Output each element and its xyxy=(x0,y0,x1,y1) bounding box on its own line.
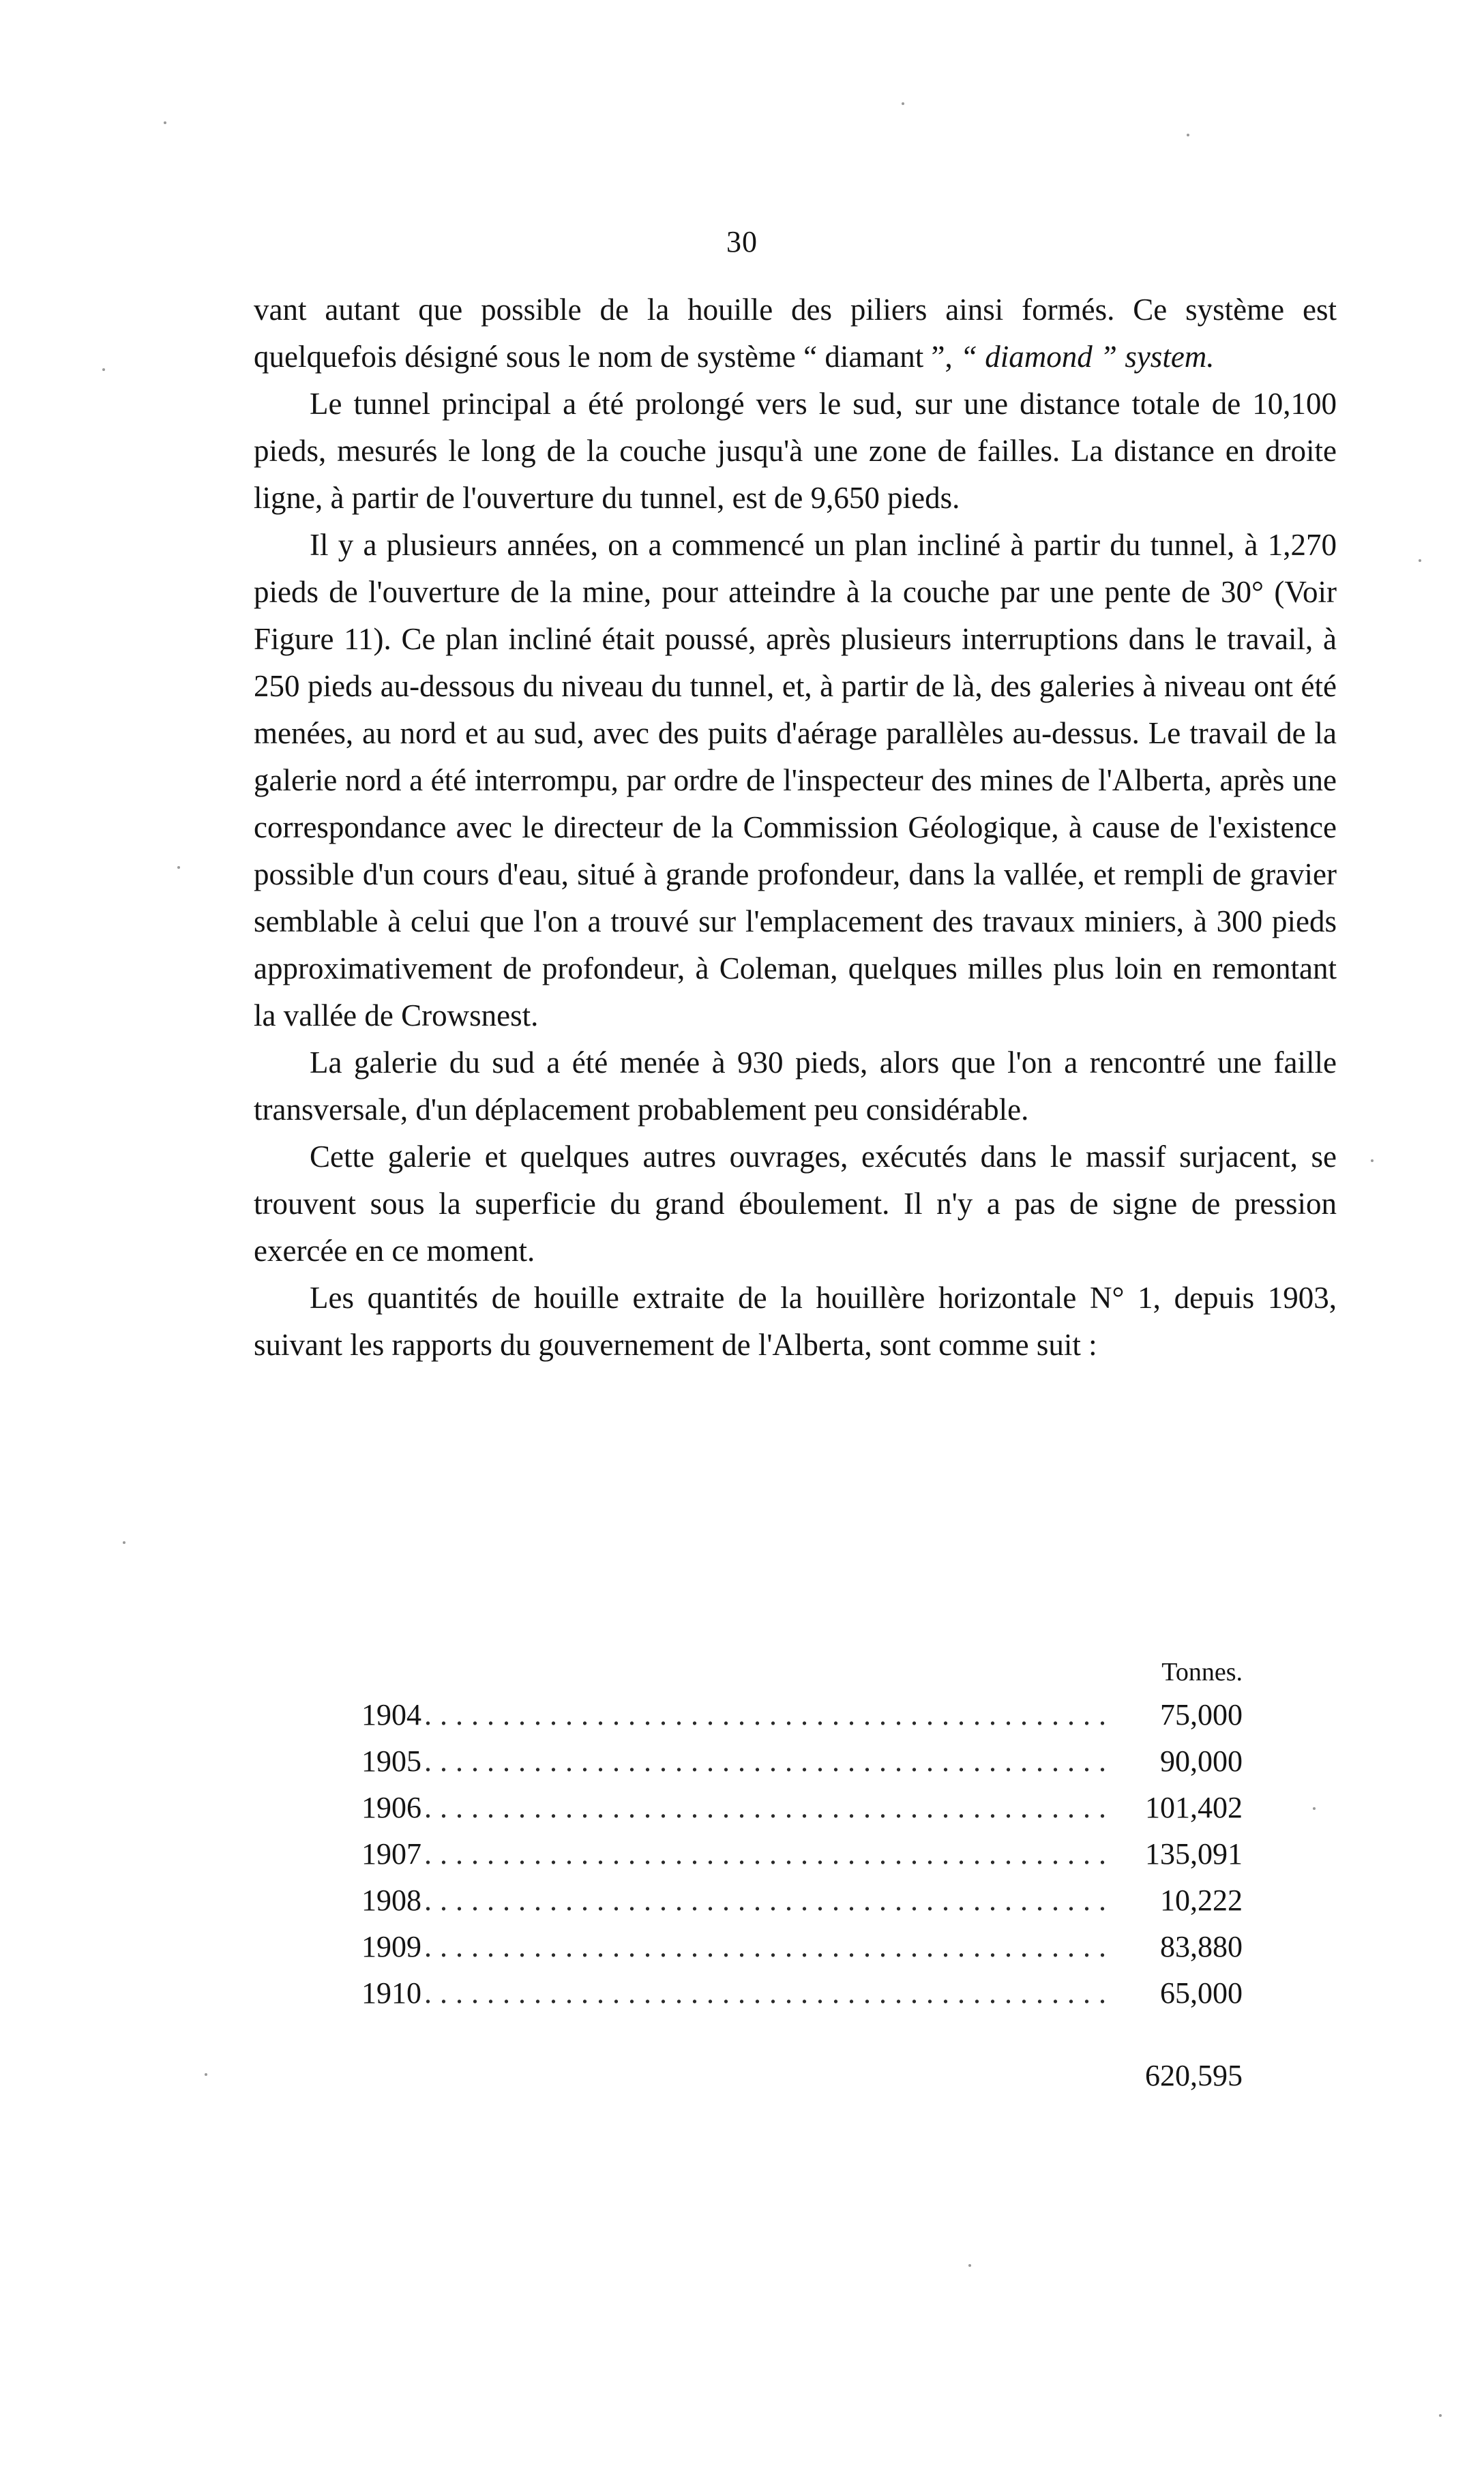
scan-speck xyxy=(902,102,904,105)
table-row xyxy=(361,1785,1248,1831)
paragraph-1 xyxy=(254,286,1337,381)
scan-speck xyxy=(1313,1807,1316,1810)
row-value: 135,091 xyxy=(1145,1837,1243,1871)
dot-leader xyxy=(421,1785,1106,1831)
dot-leader xyxy=(421,1877,1106,1924)
row-year: 1910 xyxy=(361,1976,421,2010)
row-value: 65,000 xyxy=(1160,1976,1243,2010)
dot-leader xyxy=(421,1738,1106,1785)
table-row xyxy=(361,1877,1248,1924)
dot-leader xyxy=(421,1692,1106,1738)
scan-speck xyxy=(102,368,105,371)
scan-speck xyxy=(177,866,180,869)
paragraph-4: La galerie du sud a été menée à 930 pieds, alors que l'on a rencontré une faille transversale, d'un déplacement probablement peu considérable. xyxy=(254,1045,1337,1127)
table-row xyxy=(361,1738,1248,1785)
table-unit-header: Tonnes. xyxy=(1161,1658,1243,1686)
scan-speck xyxy=(1419,559,1421,562)
production-table xyxy=(361,1652,1248,2100)
row-year: 1909 xyxy=(361,1930,421,1963)
paragraph-6: Les quantités de houille extraite de la houillère horizontale N° 1, depuis 1903, suivant les rapports du gouvernement de l'Alberta, sont comme suit : xyxy=(254,1281,1337,1362)
table-row xyxy=(361,1831,1248,1877)
table-total: 620,595 xyxy=(1145,2059,1243,2092)
paragraph-1-text: vant autant que possible de la houille des piliers ainsi formés. Ce système est quelquefois désigné sous le nom de système “ diamant ”, xyxy=(254,293,1337,374)
paragraph-5: Cette galerie et quelques autres ouvrages, exécutés dans le massif surjacent, se trouvent sous la superficie du grand éboulement. Il n'y a pas de signe de pression exercée en ce moment. xyxy=(254,1140,1337,1268)
table-row xyxy=(361,1692,1248,1738)
row-year: 1905 xyxy=(361,1744,421,1778)
page-number: 30 xyxy=(726,225,758,258)
scan-speck xyxy=(123,1541,125,1544)
scan-speck xyxy=(1187,134,1189,136)
scan-speck xyxy=(1439,2414,1442,2417)
dot-leader xyxy=(421,1924,1106,1970)
dot-leader xyxy=(421,1831,1106,1877)
scan-speck xyxy=(164,121,166,124)
dot-leader xyxy=(421,1970,1106,2017)
table-row xyxy=(361,1970,1248,2017)
row-year: 1907 xyxy=(361,1837,421,1871)
diamond-system-term: “ diamond ” system. xyxy=(960,340,1215,374)
row-value: 10,222 xyxy=(1160,1884,1243,1917)
row-value: 75,000 xyxy=(1160,1698,1243,1731)
table-row xyxy=(361,1924,1248,1970)
paragraph-3: Il y a plusieurs années, on a commencé un plan incliné à partir du tunnel, à 1,270 pieds de l'ouverture de la mine, pour atteindre à la couche par une pente de 30° (Voir Figure 11). Ce plan incliné était poussé, après plusieurs interruptions dans le travail, à 250 pieds au-dessous du niveau du tunnel, et, à partir de là, des galeries à niveau ont été menées, au nord et au sud, avec des puits d'aérage parallèles au-dessus. Le travail de la galerie nord a été interrompu, par ordre de l'inspecteur des mines de l'Alberta, après une correspondance avec le directeur de la Commission Géologique, à cause de l'existence possible d'un cours d'eau, situé à grande profondeur, dans la vallée, et rempli de gravier semblable à celui que l'on a trouvé sur l'emplacement des travaux miniers, à 300 pieds approximativement de profondeur, à Coleman, quelques milles plus loin en remontant la vallée de Crowsnest. xyxy=(254,528,1337,1032)
row-value: 90,000 xyxy=(1160,1744,1243,1778)
row-value: 83,880 xyxy=(1160,1930,1243,1963)
scan-speck xyxy=(968,2264,971,2267)
row-year: 1904 xyxy=(361,1698,421,1731)
body-text xyxy=(254,286,1337,1369)
row-value: 101,402 xyxy=(1145,1791,1243,1824)
paragraph-2: Le tunnel principal a été prolongé vers le sud, sur une distance totale de 10,100 pieds, mesurés le long de la couche jusqu'à une zone de failles. La distance en droite ligne, à partir de l'ouverture du tunnel, est de 9,650 pieds. xyxy=(254,387,1337,515)
scan-speck xyxy=(205,2073,207,2076)
scan-speck xyxy=(1371,1159,1374,1162)
row-year: 1908 xyxy=(361,1884,421,1917)
row-year: 1906 xyxy=(361,1791,421,1824)
